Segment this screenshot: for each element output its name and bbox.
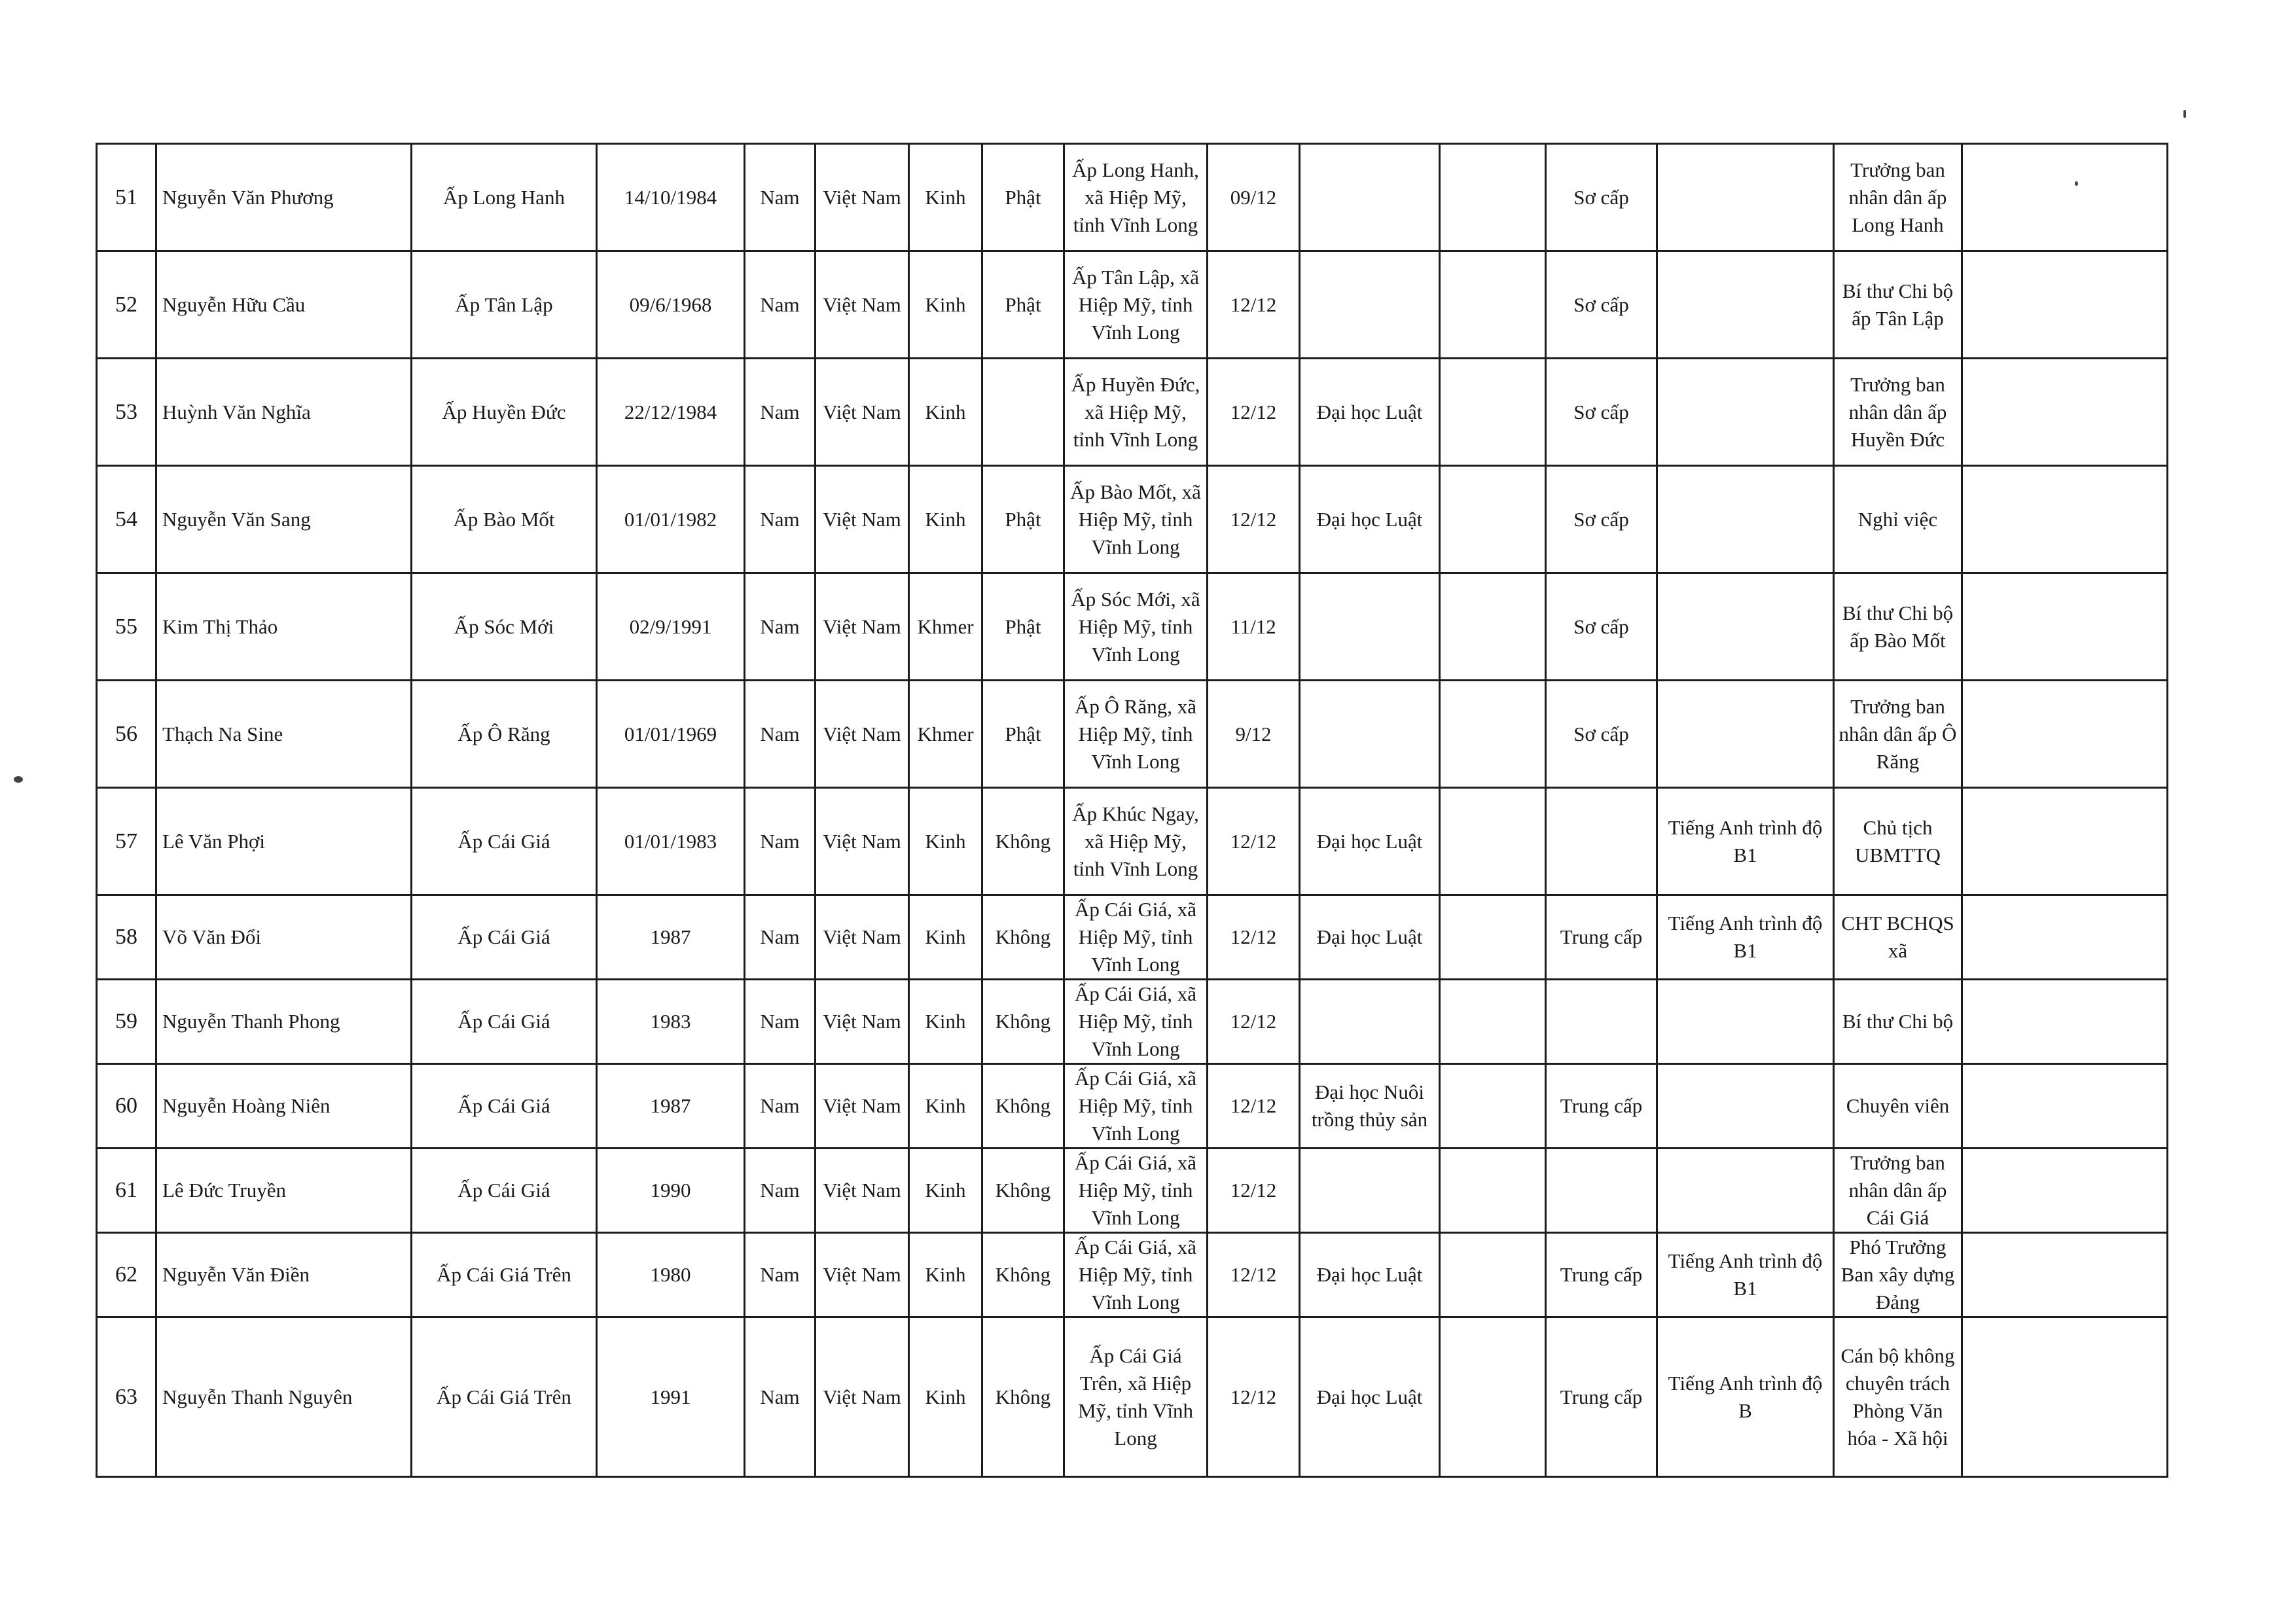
nationality-cell: Việt Nam [816,1317,909,1477]
ethnicity-cell: Kinh [909,359,982,466]
position-cell: CHT BCHQS xã [1834,895,1962,980]
religion-cell: Phật [982,144,1064,251]
religion-cell: Không [982,980,1064,1064]
row-number-cell: 51 [97,144,156,251]
residence-cell: Ấp Cái Giá, xã Hiệp Mỹ, tỉnh Vĩnh Long [1064,1233,1208,1317]
political-theory-cell: Sơ cấp [1546,251,1657,359]
religion-cell: Không [982,1317,1064,1477]
gender-cell: Nam [745,681,816,788]
table-row [97,980,2168,1064]
religion-cell: Phật [982,573,1064,681]
note-cell [1962,980,2168,1064]
residence-cell: Ấp Cái Giá, xã Hiệp Mỹ, tỉnh Vĩnh Long [1064,895,1208,980]
ethnicity-cell: Kinh [909,251,982,359]
birth-date-cell: 1983 [597,980,745,1064]
professional-qualification-cell: Đại học Nuôi trồng thủy sản [1300,1064,1440,1149]
advanced-theory-cell [1440,1233,1546,1317]
advanced-theory-cell [1440,980,1546,1064]
ethnicity-cell: Kinh [909,144,982,251]
full-name-cell: Nguyễn Hoàng Niên [156,1064,412,1149]
general-education-cell: 12/12 [1208,980,1300,1064]
foreign-language-cell: Tiếng Anh trình độ B1 [1657,788,1834,895]
nationality-cell: Việt Nam [816,895,909,980]
nationality-cell: Việt Nam [816,681,909,788]
political-theory-cell: Sơ cấp [1546,144,1657,251]
foreign-language-cell: Tiếng Anh trình độ B [1657,1317,1834,1477]
political-theory-cell [1546,788,1657,895]
advanced-theory-cell [1440,251,1546,359]
general-education-cell: 12/12 [1208,895,1300,980]
foreign-language-cell: Tiếng Anh trình độ B1 [1657,1233,1834,1317]
note-cell [1962,466,2168,573]
political-theory-cell [1546,1149,1657,1233]
birth-date-cell: 1987 [597,895,745,980]
table-row [97,144,2168,251]
full-name-cell: Nguyễn Thanh Phong [156,980,412,1064]
religion-cell [982,359,1064,466]
table-row [97,1064,2168,1149]
gender-cell: Nam [745,788,816,895]
residence-cell: Ấp Long Hanh, xã Hiệp Mỹ, tỉnh Vĩnh Long [1064,144,1208,251]
residence-cell: Ấp Cái Giá, xã Hiệp Mỹ, tỉnh Vĩnh Long [1064,1149,1208,1233]
gender-cell: Nam [745,1064,816,1149]
gender-cell: Nam [745,573,816,681]
birth-date-cell: 01/01/1983 [597,788,745,895]
advanced-theory-cell [1440,895,1546,980]
general-education-cell: 12/12 [1208,1317,1300,1477]
residence-cell: Ấp Cái Giá, xã Hiệp Mỹ, tỉnh Vĩnh Long [1064,980,1208,1064]
professional-qualification-cell: Đại học Luật [1300,466,1440,573]
hamlet-cell: Ấp Cái Giá [412,980,597,1064]
religion-cell: Phật [982,466,1064,573]
hamlet-cell: Ấp Cái Giá [412,895,597,980]
full-name-cell: Thạch Na Sine [156,681,412,788]
professional-qualification-cell [1300,681,1440,788]
advanced-theory-cell [1440,144,1546,251]
position-cell: Trưởng ban nhân dân ấp Huyền Đức [1834,359,1962,466]
full-name-cell: Nguyễn Thanh Nguyên [156,1317,412,1477]
position-cell: Trưởng ban nhân dân ấp Cái Giá [1834,1149,1962,1233]
professional-qualification-cell [1300,980,1440,1064]
position-cell: Chuyên viên [1834,1064,1962,1149]
hamlet-cell: Ấp Cái Giá [412,788,597,895]
ethnicity-cell: Khmer [909,573,982,681]
note-cell [1962,573,2168,681]
gender-cell: Nam [745,144,816,251]
nationality-cell: Việt Nam [816,359,909,466]
general-education-cell: 12/12 [1208,1064,1300,1149]
scan-speck [2075,181,2078,186]
position-cell: Nghỉ việc [1834,466,1962,573]
general-education-cell: 09/12 [1208,144,1300,251]
table-row [97,788,2168,895]
foreign-language-cell: Tiếng Anh trình độ B1 [1657,895,1834,980]
ethnicity-cell: Kinh [909,466,982,573]
row-number-cell: 62 [97,1233,156,1317]
gender-cell: Nam [745,1149,816,1233]
gender-cell: Nam [745,980,816,1064]
birth-date-cell: 01/01/1969 [597,681,745,788]
row-number-cell: 52 [97,251,156,359]
table-row [97,895,2168,980]
row-number-cell: 57 [97,788,156,895]
nationality-cell: Việt Nam [816,980,909,1064]
advanced-theory-cell [1440,573,1546,681]
note-cell [1962,144,2168,251]
religion-cell: Không [982,895,1064,980]
row-number-cell: 61 [97,1149,156,1233]
row-number-cell: 56 [97,681,156,788]
general-education-cell: 9/12 [1208,681,1300,788]
note-cell [1962,359,2168,466]
row-number-cell: 59 [97,980,156,1064]
birth-date-cell: 22/12/1984 [597,359,745,466]
ethnicity-cell: Kinh [909,895,982,980]
foreign-language-cell [1657,1149,1834,1233]
hamlet-cell: Ấp Huyền Đức [412,359,597,466]
professional-qualification-cell [1300,573,1440,681]
hamlet-cell: Ấp Ô Răng [412,681,597,788]
nationality-cell: Việt Nam [816,1064,909,1149]
hamlet-cell: Ấp Cái Giá Trên [412,1317,597,1477]
professional-qualification-cell: Đại học Luật [1300,788,1440,895]
professional-qualification-cell [1300,1149,1440,1233]
gender-cell: Nam [745,251,816,359]
gender-cell: Nam [745,895,816,980]
foreign-language-cell [1657,573,1834,681]
full-name-cell: Nguyễn Văn Phương [156,144,412,251]
note-cell [1962,1233,2168,1317]
residence-cell: Ấp Cái Giá, xã Hiệp Mỹ, tỉnh Vĩnh Long [1064,1064,1208,1149]
general-education-cell: 11/12 [1208,573,1300,681]
position-cell: Bí thư Chi bộ ấp Tân Lập [1834,251,1962,359]
general-education-cell: 12/12 [1208,1149,1300,1233]
general-education-cell: 12/12 [1208,788,1300,895]
ethnicity-cell: Khmer [909,681,982,788]
table-row [97,466,2168,573]
note-cell [1962,1064,2168,1149]
foreign-language-cell [1657,251,1834,359]
political-theory-cell [1546,980,1657,1064]
political-theory-cell: Sơ cấp [1546,573,1657,681]
residence-cell: Ấp Huyền Đức, xã Hiệp Mỹ, tỉnh Vĩnh Long [1064,359,1208,466]
nationality-cell: Việt Nam [816,1233,909,1317]
gender-cell: Nam [745,466,816,573]
position-cell: Cán bộ không chuyên trách Phòng Văn hóa - Xã hội [1834,1317,1962,1477]
professional-qualification-cell [1300,144,1440,251]
row-number-cell: 63 [97,1317,156,1477]
religion-cell: Không [982,788,1064,895]
birth-date-cell: 1991 [597,1317,745,1477]
table-row [97,681,2168,788]
political-theory-cell: Sơ cấp [1546,681,1657,788]
birth-date-cell: 1987 [597,1064,745,1149]
position-cell: Trưởng ban nhân dân ấp Long Hanh [1834,144,1962,251]
scan-speck [2183,110,2186,118]
political-theory-cell: Trung cấp [1546,1064,1657,1149]
nationality-cell: Việt Nam [816,251,909,359]
foreign-language-cell [1657,980,1834,1064]
professional-qualification-cell: Đại học Luật [1300,1317,1440,1477]
professional-qualification-cell: Đại học Luật [1300,359,1440,466]
birth-date-cell: 1990 [597,1149,745,1233]
religion-cell: Không [982,1064,1064,1149]
table-row [97,251,2168,359]
ethnicity-cell: Kinh [909,980,982,1064]
full-name-cell: Huỳnh Văn Nghĩa [156,359,412,466]
hamlet-cell: Ấp Cái Giá Trên [412,1233,597,1317]
ethnicity-cell: Kinh [909,1149,982,1233]
foreign-language-cell [1657,1064,1834,1149]
full-name-cell: Lê Đức Truyền [156,1149,412,1233]
birth-date-cell: 09/6/1968 [597,251,745,359]
general-education-cell: 12/12 [1208,359,1300,466]
hamlet-cell: Ấp Sóc Mới [412,573,597,681]
foreign-language-cell [1657,681,1834,788]
ethnicity-cell: Kinh [909,1233,982,1317]
residence-cell: Ấp Ô Răng, xã Hiệp Mỹ, tỉnh Vĩnh Long [1064,681,1208,788]
foreign-language-cell [1657,466,1834,573]
advanced-theory-cell [1440,681,1546,788]
political-theory-cell: Sơ cấp [1546,359,1657,466]
row-number-cell: 60 [97,1064,156,1149]
full-name-cell: Nguyễn Văn Điền [156,1233,412,1317]
position-cell: Trưởng ban nhân dân ấp Ô Răng [1834,681,1962,788]
religion-cell: Phật [982,681,1064,788]
table-row [97,1149,2168,1233]
general-education-cell: 12/12 [1208,466,1300,573]
hamlet-cell: Ấp Tân Lập [412,251,597,359]
political-theory-cell: Trung cấp [1546,1317,1657,1477]
foreign-language-cell [1657,144,1834,251]
note-cell [1962,1317,2168,1477]
advanced-theory-cell [1440,1317,1546,1477]
professional-qualification-cell [1300,251,1440,359]
hamlet-cell: Ấp Bào Mốt [412,466,597,573]
ethnicity-cell: Kinh [909,1317,982,1477]
advanced-theory-cell [1440,788,1546,895]
note-cell [1962,251,2168,359]
advanced-theory-cell [1440,359,1546,466]
residence-cell: Ấp Tân Lập, xã Hiệp Mỹ, tỉnh Vĩnh Long [1064,251,1208,359]
advanced-theory-cell [1440,1149,1546,1233]
hamlet-cell: Ấp Long Hanh [412,144,597,251]
nationality-cell: Việt Nam [816,144,909,251]
note-cell [1962,788,2168,895]
residence-cell: Ấp Bào Mốt, xã Hiệp Mỹ, tỉnh Vĩnh Long [1064,466,1208,573]
scan-speck [14,776,23,783]
row-number-cell: 58 [97,895,156,980]
gender-cell: Nam [745,359,816,466]
ethnicity-cell: Kinh [909,788,982,895]
general-education-cell: 12/12 [1208,251,1300,359]
gender-cell: Nam [745,1317,816,1477]
ethnicity-cell: Kinh [909,1064,982,1149]
full-name-cell: Võ Văn Đổi [156,895,412,980]
birth-date-cell: 14/10/1984 [597,144,745,251]
religion-cell: Phật [982,251,1064,359]
position-cell: Chủ tịch UBMTTQ [1834,788,1962,895]
full-name-cell: Nguyễn Hữu Cầu [156,251,412,359]
position-cell: Bí thư Chi bộ ấp Bào Mốt [1834,573,1962,681]
full-name-cell: Lê Văn Phợi [156,788,412,895]
table-row [97,573,2168,681]
row-number-cell: 54 [97,466,156,573]
hamlet-cell: Ấp Cái Giá [412,1064,597,1149]
gender-cell: Nam [745,1233,816,1317]
birth-date-cell: 01/01/1982 [597,466,745,573]
nationality-cell: Việt Nam [816,466,909,573]
hamlet-cell: Ấp Cái Giá [412,1149,597,1233]
foreign-language-cell [1657,359,1834,466]
religion-cell: Không [982,1233,1064,1317]
note-cell [1962,895,2168,980]
full-name-cell: Kim Thị Thảo [156,573,412,681]
advanced-theory-cell [1440,1064,1546,1149]
table-row [97,1317,2168,1477]
row-number-cell: 53 [97,359,156,466]
advanced-theory-cell [1440,466,1546,573]
nationality-cell: Việt Nam [816,1149,909,1233]
row-number-cell: 55 [97,573,156,681]
note-cell [1962,1149,2168,1233]
residence-cell: Ấp Sóc Mới, xã Hiệp Mỹ, tỉnh Vĩnh Long [1064,573,1208,681]
residence-cell: Ấp Khúc Ngay, xã Hiệp Mỹ, tỉnh Vĩnh Long [1064,788,1208,895]
full-name-cell: Nguyễn Văn Sang [156,466,412,573]
note-cell [1962,681,2168,788]
religion-cell: Không [982,1149,1064,1233]
political-theory-cell: Sơ cấp [1546,466,1657,573]
professional-qualification-cell: Đại học Luật [1300,895,1440,980]
nationality-cell: Việt Nam [816,573,909,681]
political-theory-cell: Trung cấp [1546,895,1657,980]
residence-cell: Ấp Cái Giá Trên, xã Hiệp Mỹ, tỉnh Vĩnh Long [1064,1317,1208,1477]
birth-date-cell: 1980 [597,1233,745,1317]
position-cell: Bí thư Chi bộ [1834,980,1962,1064]
member-list-table [96,143,2168,1478]
nationality-cell: Việt Nam [816,788,909,895]
general-education-cell: 12/12 [1208,1233,1300,1317]
table-row [97,359,2168,466]
birth-date-cell: 02/9/1991 [597,573,745,681]
position-cell: Phó Trưởng Ban xây dựng Đảng [1834,1233,1962,1317]
table-row [97,1233,2168,1317]
professional-qualification-cell: Đại học Luật [1300,1233,1440,1317]
political-theory-cell: Trung cấp [1546,1233,1657,1317]
